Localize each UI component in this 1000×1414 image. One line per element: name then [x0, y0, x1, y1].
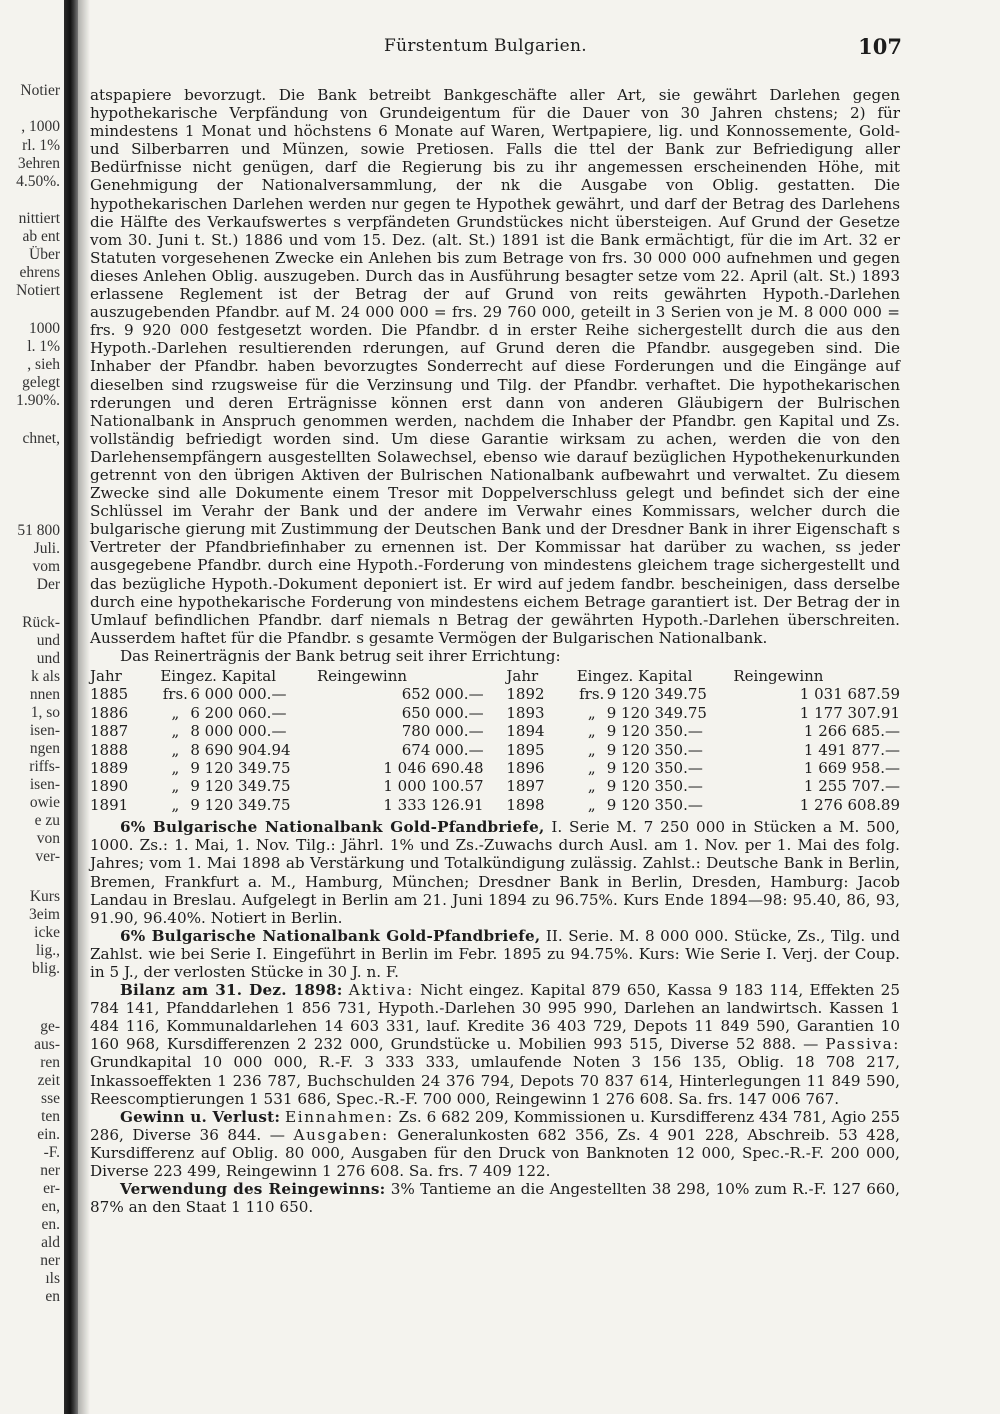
year-cell: 1886: [90, 703, 129, 722]
capital-cell: [577, 685, 734, 703]
year-cell: 1885: [90, 685, 129, 704]
capital-value: 9 120 349.75: [606, 685, 707, 704]
page-number: 107: [858, 34, 902, 59]
margin-fragment: Juli.: [33, 540, 60, 557]
margin-fragment: Notiert: [16, 282, 60, 299]
running-head: Fürstentum Bulgarien.: [384, 36, 587, 56]
earnings-table: [90, 667, 900, 814]
margin-fragment: 3eim: [29, 906, 60, 923]
margin-fragment: isen-: [29, 776, 60, 793]
capital-value: 9 120 350.—: [606, 722, 703, 741]
gap: [484, 741, 507, 759]
margin-fragment: l. 1%: [27, 338, 60, 355]
ditto-prefix: „: [171, 759, 180, 778]
margin-fragment: riffs-: [29, 758, 60, 775]
capital-value: 9 120 349.75: [190, 795, 291, 814]
margin-fragment: Rück-: [22, 614, 60, 631]
capital-cell: [577, 704, 734, 722]
profit-cell: 1 276 608.89: [799, 795, 900, 814]
capital-value: 9 120 349.75: [190, 759, 291, 778]
capital-cell: [160, 722, 317, 740]
capital-value: 8 000 000.—: [190, 722, 287, 741]
pfandbriefe-series-2-heading: 6% Bulgarische Nationalbank Gold-Pfandbriefe,: [120, 926, 541, 945]
pfandbriefe-series-1-heading: 6% Bulgarische Nationalbank Gold-Pfandbriefe,: [120, 818, 545, 837]
margin-fragment: isen-: [29, 722, 60, 739]
profit-loss-heading: Gewinn u. Verlust:: [120, 1107, 281, 1126]
ditto-prefix: „: [171, 740, 180, 759]
profit-cell: 780 000.—: [401, 722, 484, 741]
capital-cell: [160, 685, 317, 703]
margin-fragment: en: [45, 1288, 60, 1305]
margin-fragment: und: [36, 650, 60, 667]
gap: [484, 759, 507, 777]
pfandbriefe-series-2-text: II. Serie. M. 8 000 000. Stücke, Zs., Tilg. und Zahlst. wie bei Serie I. Eingeführt in Berlin im Febr. 1895 zu 94.75%. Kurs: Wie Serie I. Verj. der Coup. in 5 J., der verlosten Stücke in 30 J. n. F.: [90, 926, 901, 981]
year-cell: 1894: [506, 722, 545, 741]
ditto-prefix: frs.: [162, 685, 188, 704]
margin-fragment: zeit: [37, 1072, 60, 1089]
capital-cell: [160, 777, 317, 795]
gap: [484, 704, 507, 722]
earnings-table-body: [90, 685, 900, 814]
capital-value: 9 120 349.75: [606, 703, 707, 722]
profit-cell: 650 000.—: [401, 703, 484, 722]
ditto-prefix: „: [171, 722, 180, 741]
capital-cell: [577, 722, 734, 740]
ditto-prefix: frs.: [579, 685, 605, 704]
margin-fragment: sse: [41, 1090, 60, 1107]
col-header-year-2: Jahr: [506, 667, 539, 685]
profit-cell: 674 000.—: [401, 740, 484, 759]
einnahmen-text: Zs. 6 682 209, Kommissionen u. Kursdifferenz 434 781, Agio 255 286, Diverse 36 844. —: [90, 1107, 901, 1144]
capital-cell: [160, 704, 317, 722]
year-cell: 1898: [506, 795, 545, 814]
profit-cell: 1 031 687.59: [799, 685, 900, 704]
pfandbriefe-series-1: [90, 818, 900, 927]
margin-fragment: Kurs: [29, 888, 60, 905]
margin-fragment: 1.90%.: [16, 392, 60, 409]
passiva-label: Passiva:: [825, 1035, 900, 1054]
margin-fragment: ein.: [37, 1126, 60, 1143]
table-row: [90, 685, 900, 703]
capital-cell: [577, 741, 734, 759]
year-cell: 1892: [506, 685, 545, 704]
col-header-capital-2: Eingez. Kapital: [576, 667, 693, 685]
year-cell: 1889: [90, 759, 129, 778]
profit-loss: [90, 1108, 900, 1180]
ditto-prefix: „: [171, 703, 180, 722]
margin-fragment: nittiert: [18, 210, 60, 227]
profit-cell: 1 669 958.—: [803, 759, 900, 778]
gap: [484, 722, 507, 740]
margin-fragment: Notier: [20, 82, 60, 99]
col-header-profit: Reingewinn: [316, 667, 408, 685]
capital-value: 9 120 350.—: [606, 740, 703, 759]
table-row: [90, 741, 900, 759]
margin-fragment: Über: [29, 246, 60, 263]
year-cell: 1897: [506, 777, 545, 796]
margin-fragment: , sieh: [27, 356, 60, 373]
margin-fragment: ner: [40, 1162, 60, 1179]
profit-cell: 1 333 126.91: [383, 795, 484, 814]
capital-cell: [577, 796, 734, 814]
year-cell: 1893: [506, 703, 545, 722]
capital-cell: [160, 759, 317, 777]
margin-fragment: ab ent: [22, 228, 60, 245]
table-row: [90, 722, 900, 740]
gap: [484, 777, 507, 795]
pfandbriefe-series-1-text: I. Serie M. 7 250 000 in Stücken a M. 500, 1000. Zs.: 1. Mai, 1. Nov. Tilg.: Jährl. 1% und Zs.-Zuwachs durch Ausl. am 1. Nov. per 1. Mai des folg. Jahres; vom 1. Mai 1898 ab Verstärkung und Totalkündigung zulässig. Zahlst.: Deutsche Bank in Berlin, Bremen, Frankfurt a. M., Hamburg, München; Dresdner Bank in Berlin, Dresden, Hamburg: Jacob Landau in Breslau. Aufgelegt in Berlin am 21. Juni 1894 zu 96.75%. Kurs Ende 1894—98: 95.40, 86, 93, 91.90, 96.40%. Notiert in Berlin.: [90, 818, 901, 927]
margin-fragment: ngen: [29, 740, 60, 757]
table-row: [90, 777, 900, 795]
table-row: [90, 759, 900, 777]
margin-fragment: , 1000: [21, 118, 60, 135]
ditto-prefix: „: [587, 703, 596, 722]
capital-value: 6 000 000.—: [190, 685, 287, 704]
capital-cell: [160, 796, 317, 814]
margin-fragment: k als: [31, 668, 60, 685]
margin-fragment: aus-: [34, 1036, 60, 1053]
capital-value: 9 120 350.—: [606, 777, 703, 796]
bank-description-paragraph: atspapiere bevorzugt. Die Bank betreibt Bankgeschäfte aller Art, sie gewährt Darlehen gegen hypothekarische Verpfändung von Grundeigentum für die Dauer von 30 Jahren chstens; 2) für mindestens 1 Monat und höchstens 6 Monate auf Waren, Wertpapiere, lig. und Konnossemente, Gold- und Silberbarren und Münzen, sowie Pretiosen. Falls die ttel der Bank zur Befriedigung aller Bedürfnisse nicht genügen, darf die Regierung bis zu ihr angemessen erscheinenden Höhe, mit Genehmigung der Nationalversammlung, der nk die Ausgabe von Oblig. gestatten. Die hypothekarischen Darlehen werden nur gegen te Hypothek gewährt, und darf der Betrag des Darlehens die Hälfte des Verkaufswertes s verpfändeten Grundstückes nicht übersteigen. Auf Grund der Gesetze vom 30. Juni t. St.) 1886 und vom 15. Dez. (alt. St.) 1891 ist die Bank ermächtigt, für die im Art. 32 er Statuten vorgesehenen Zwecke ein Anlehen bis zum Betrage von frs. 30 000 000 aufnehmen und gegen dieses Anlehen Oblig. auszugeben. Durch das in Ausführung besagter setze vom 22. April (alt. St.) 1893 erlassene Reglement ist der Betrag der auf Grund von reits gewährten Hypoth.-Darlehen auszugebenden Pfandbr. auf M. 24 000 000 = frs. 29 760 000, geteilt in 3 Serien von je M. 8 000 000 = frs. 9 920 000 festgesetzt worden. Die Pfandbr. d in erster Reihe sichergestellt durch die aus den Hypoth.-Darlehen resultierenden rderungen, auf Grund deren die Pfandbr. ausgegeben sind. Die Inhaber der Pfandbr. haben bevorzugtes Sonderrecht auf diese Forderungen und die Eingänge auf dieselben sind rzugsweise für die Verzinsung und Tilg. der Pfandbr. verhaftet. Die hypothekarischen rderungen und deren Erträgnisse können erst dann von anderen Gläubigern der Bulrischen Nationalbank in Anspruch genommen werden, nachdem die Inhaber der Pfandbr. gen Kapital und Zs. vollständig befriedigt worden sind. Um diese Garantie wirksam zu achen, werden die von den Darlehensempfängern ausgestellten Solawechsel, ebenso wie darauf bezüglichen Hypothekenurkunden getrennt von den übrigen Aktiven der Bulrischen Nationalbank aufbewahrt und verwaltet. Zu diesem Zwecke sind alle Dokumente einem Tresor mit Doppelverschluss gelegt und befindet sich der eine Schlüssel im Verahr der Bank und der andere im Verwahr eines Kommissars, welcher durch die bulgarische gierung mit Zustimmung der Deutschen Bank und der Dresdner Bank in ihrer Eigenschaft s Vertreter der Pfandbriefinhaber zu ernennen ist. Der Kommissar hat darüber zu wachen, ss jeder ausgegebene Pfandbr. durch eine Hypoth.-Forderung von mindestens gleichem trage sichergestellt und das bezügliche Hypoth.-Dokument deponiert ist. Er wird auf jedem fandbr. bescheinigen, dass derselbe durch eine hypothekarische Forderung von mindestens eichem Betrage garantiert ist. Der Betrag der in Umlauf befindlichen Pfandbr. darf niemals n Betrag der gewährten Hypoth.-Darlehen überschreiten. Ausserdem haftet für die Pfandbr. s gesamte Vermögen der Bulgarischen Nationalbank.: [90, 86, 900, 647]
book-gutter: [64, 0, 78, 1414]
margin-fragment: er-: [43, 1180, 60, 1197]
capital-value: 9 120 349.75: [190, 777, 291, 796]
margin-fragment: 1000: [29, 320, 60, 337]
year-cell: 1896: [506, 759, 545, 778]
earnings-table-intro: Das Reinerträgnis der Bank betrug seit ihrer Errichtung:: [120, 646, 561, 665]
capital-cell: [160, 741, 317, 759]
margin-fragment: ald: [41, 1234, 60, 1251]
margin-fragment: ver-: [35, 848, 60, 865]
ditto-prefix: „: [587, 777, 596, 796]
margin-fragment: gelegt: [22, 374, 60, 391]
margin-fragment: en.: [41, 1216, 60, 1233]
aktiva-text: Nicht eingez. Kapital 879 650, Kassa 9 183 114, Effekten 25 784 141, Pfanddarlehen 1 856 731, Hypoth.-Darlehen 30 995 990, Darlehen an landwirtsch. Kassen 1 484 116, Kommunaldarlehen 14 603 331, lauf. Kredite 36 403 729, Depots 11 849 590, Garantien 10 160 968, Kursdifferenzen 2 232 000, Grundstücke u. Mobilien 993 515, Diverse 52 888. —: [90, 981, 901, 1054]
margin-fragment: rl. 1%: [22, 137, 60, 154]
year-cell: 1890: [90, 777, 129, 796]
margin-fragment: 4.50%.: [16, 173, 60, 190]
ditto-prefix: „: [587, 795, 596, 814]
ausgaben-text: Generalunkosten 682 356, Zs. 4 901 228, Abschreib. 53 428, Kursdifferenz auf Oblig. 80 000, Ausgaben für den Druck von Banknoten 12 000, Spec.-R.-F. 200 000, Diverse 223 499, Reingewinn 1 276 608. Sa. frs. 7 409 122.: [90, 1125, 900, 1181]
margin-fragment: Der: [36, 576, 60, 593]
profit-cell: 1 255 707.—: [803, 777, 900, 796]
ausgaben-label: Ausgaben:: [293, 1125, 389, 1144]
margin-fragment: -F.: [43, 1144, 60, 1161]
margin-fragment: 3ehren: [17, 155, 60, 172]
table-row: [90, 704, 900, 722]
col-header-capital: Eingez. Kapital: [160, 667, 276, 685]
passiva-text: Grundkapital 10 000 000, R.-F. 3 333 333, umlaufende Noten 3 156 135, Oblig. 18 708 217, Inkassoeffekten 1 236 787, Buchschulden 24 376 794, Depots 70 837 614, Hinterlegungen 11 849 590, Reescomptierungen 1 531 686, Spec.-R.-F. 700 000, Reingewinn 1 276 608. Sa. frs. 147 006 767.: [90, 1053, 900, 1108]
profit-allocation-heading: Verwendung des Reingewinns:: [120, 1180, 386, 1199]
margin-fragment: blig.: [32, 960, 60, 977]
ditto-prefix: „: [587, 722, 596, 741]
margin-fragment: 51 800: [17, 522, 60, 539]
margin-fragment: ren: [40, 1054, 60, 1071]
profit-cell: 652 000.—: [401, 685, 484, 704]
profit-allocation: [90, 1180, 900, 1216]
profit-cell: 1 491 877.—: [803, 740, 900, 759]
margin-fragment: chnet,: [22, 430, 60, 447]
profit-cell: 1 046 690.48: [383, 759, 484, 778]
margin-fragment: von: [36, 830, 60, 847]
gap: [484, 685, 507, 703]
margin-fragment: vom: [32, 558, 60, 575]
balance-sheet: [90, 981, 900, 1108]
ditto-prefix: „: [587, 759, 596, 778]
margin-fragment: en,: [41, 1198, 60, 1215]
margin-fragment: owie: [29, 794, 60, 811]
capital-value: 9 120 350.—: [606, 795, 703, 814]
margin-fragment: ner: [40, 1252, 60, 1269]
balance-sheet-heading: Bilanz am 31. Dez. 1898:: [120, 981, 343, 1000]
table-row: [90, 796, 900, 814]
profit-cell: 1 177 307.91: [799, 703, 900, 722]
pfandbriefe-series-2: [90, 927, 900, 981]
profit-allocation-text: 3% Tantieme an die Angestellten 38 298, 10% zum R.-F. 127 660, 87% an den Staat 1 110 650.: [90, 1180, 901, 1217]
profit-cell: 1 000 100.57: [383, 777, 484, 796]
margin-fragment: nnen: [29, 686, 60, 703]
earnings-table-header: [90, 667, 900, 685]
capital-cell: [577, 777, 734, 795]
col-header-year: Jahr: [90, 667, 122, 685]
year-cell: 1895: [506, 740, 545, 759]
margin-fragment: ge-: [40, 1018, 60, 1035]
profit-cell: 1 266 685.—: [803, 722, 900, 741]
margin-fragment: ıls: [45, 1270, 60, 1287]
col-header-profit-2: Reingewinn: [733, 667, 824, 685]
margin-fragment: lig.,: [35, 942, 60, 959]
aktiva-label: Aktiva:: [348, 981, 414, 1000]
margin-fragment: e zu: [34, 812, 60, 829]
body-text: [90, 86, 900, 1216]
gap: [484, 796, 507, 814]
gutter-shadow: [78, 0, 90, 1414]
einnahmen-label: Einnahmen:: [285, 1107, 394, 1126]
year-cell: 1891: [90, 795, 129, 814]
margin-fragment: icke: [34, 924, 60, 941]
margin-fragment: ten: [41, 1108, 60, 1125]
capital-value: 8 690 904.94: [190, 740, 291, 759]
margin-fragment: 1, so: [30, 704, 60, 721]
year-cell: 1888: [90, 740, 129, 759]
ditto-prefix: „: [171, 795, 180, 814]
ditto-prefix: „: [587, 740, 596, 759]
capital-cell: [577, 759, 734, 777]
capital-value: 9 120 350.—: [606, 759, 703, 778]
year-cell: 1887: [90, 722, 129, 741]
margin-fragment: ehrens: [19, 264, 60, 281]
ditto-prefix: „: [171, 777, 180, 796]
margin-fragment: und: [36, 632, 60, 649]
capital-value: 6 200 060.—: [190, 703, 287, 722]
